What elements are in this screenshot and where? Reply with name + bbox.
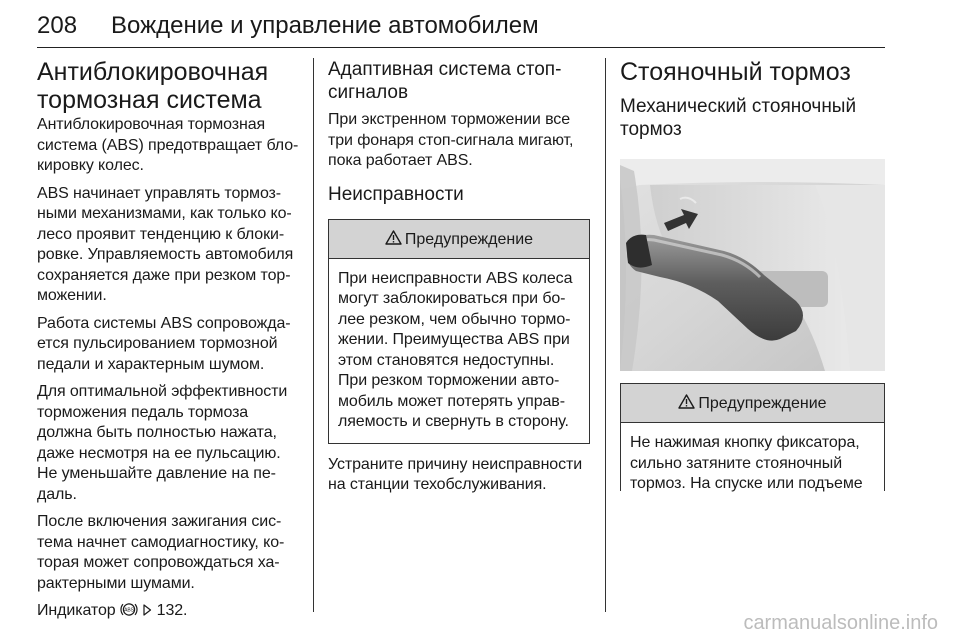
subheading: Неисправности [328,183,464,205]
section-heading: Антиблокировочная тормозная система [37,58,269,114]
column-divider [605,58,606,612]
warning-title: Предупреждение [404,230,534,248]
warning-box [620,383,885,491]
paragraph: ABS начинает управлять тормоз- ными механизмами, как только ко- лесо проявит тенденцию к блоки- ровке. Управляемость автомобиля сохраняется даже при резком тор- можении. [37,184,294,304]
paragraph: После включения зажигания сис- тема начнет самодиагностику, ко- торая может сопровождаться ха- рактерными шумами. [37,513,285,592]
svg-text:ABS: ABS [124,607,134,614]
warning-box [328,219,590,444]
paragraph: Устраните причину неисправности на станции техобслуживания. [328,455,583,493]
indicator-label: Индикатор [37,602,116,619]
paragraph: Работа системы ABS сопровожда- ется пульсированием тормозной педали и характерным шумом. [37,314,291,373]
indicator-page: 132. [156,602,188,619]
warning-triangle-icon [678,394,695,409]
column-divider [313,58,314,612]
paragraph: Для оптимальной эффективности торможения педаль тормоза должна быть полностью нажата, даже несмотря на ее пульсацию. Не уменьшайте давление на пе- даль. [37,383,288,503]
paragraph: При экстренном торможении все три фонаря стоп-сигнала мигают, пока работает ABS. [328,111,574,169]
adaptive-brake-lights-section [328,58,590,496]
indicator-reference [37,601,299,622]
warning-body: При неисправности ABS колеса могут заблокироваться при бо- лее резком, чем обычно тормо- жении. Преимущества ABS при этом становятся недоступны. При резком торможении авто- мобиль может потерять управ- ляемость и свернуть в сторону. [338,269,573,430]
abs-section [37,58,299,622]
warning-title: Предупреждение [698,395,827,412]
warning-header [621,384,884,423]
section-heading: Стояночный тормоз [620,58,851,86]
page-header [37,4,885,48]
subheading: Механический стояночный тормоз [620,96,857,140]
warning-triangle-icon [385,230,402,245]
page-number: 208 [37,12,78,39]
warning-header [329,220,589,259]
watermark: carmanualsonline.info [743,612,938,634]
parking-brake-lever-photo [620,159,885,371]
page-reference-arrow-icon [142,604,152,616]
section-heading: Адаптивная система стоп- сигналов [328,59,562,103]
parking-brake-section [620,58,885,491]
paragraph: Антиблокировочная тормозная система (ABS) предотвращает бло- кировку колес. [37,116,299,174]
running-title: Вождение и управление автомобилем [111,12,539,39]
abs-indicator-icon [120,602,138,617]
warning-body: Не нажимая кнопку фиксатора, сильно затяните стояночный тормоз. На спуске или подъеме [630,434,863,492]
